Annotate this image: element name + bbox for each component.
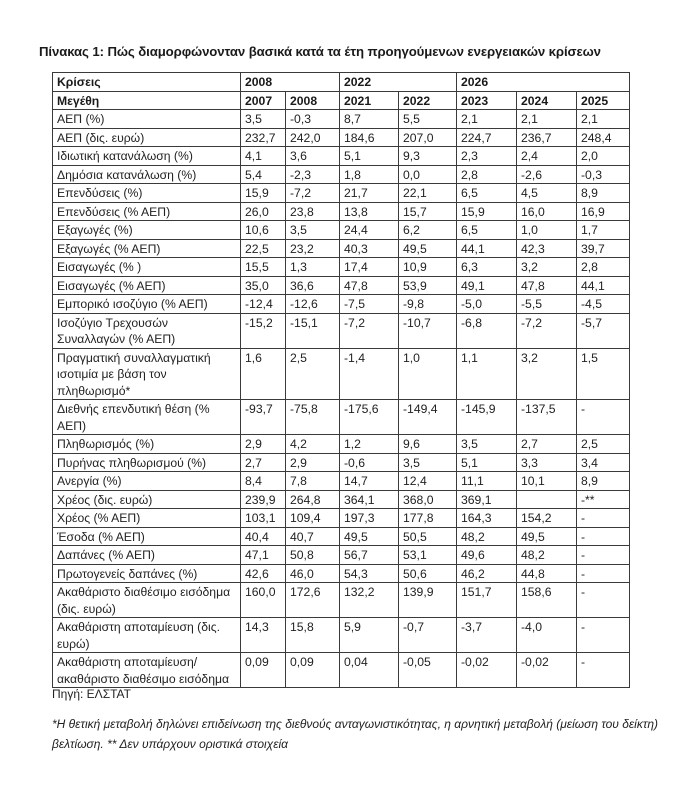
row-label: Πληθωρισμός (%) xyxy=(53,435,241,454)
value-cell: 2,1 xyxy=(457,110,517,129)
value-cell: 236,7 xyxy=(517,128,577,147)
value-cell: 17,4 xyxy=(340,258,399,277)
value-cell: 53,9 xyxy=(399,276,457,295)
value-cell: 50,5 xyxy=(399,527,457,546)
value-cell: 3,2 xyxy=(517,258,577,277)
value-cell: 1,6 xyxy=(241,348,286,400)
row-label: Δαπάνες (% ΑΕΠ) xyxy=(53,546,241,565)
value-cell: 224,7 xyxy=(457,128,517,147)
table-row xyxy=(53,564,630,583)
value-cell: 44,1 xyxy=(457,239,517,258)
years-header-row xyxy=(53,91,630,110)
row-label: Ακαθάριστη αποταμίευση/ακαθάριστο διαθέσιμο εισόδημα xyxy=(53,653,241,688)
value-cell: 9,3 xyxy=(399,147,457,166)
value-cell: -0,6 xyxy=(340,453,399,472)
economic-indicators-table xyxy=(52,72,630,688)
value-cell: -5,5 xyxy=(517,295,577,314)
value-cell: 139,9 xyxy=(399,583,457,618)
row-label: ΑΕΠ (%) xyxy=(53,110,241,129)
value-cell: 15,9 xyxy=(241,184,286,203)
value-cell: 1,3 xyxy=(286,258,340,277)
value-cell: -5,7 xyxy=(577,313,630,348)
value-cell: -137,5 xyxy=(517,400,577,435)
table-row xyxy=(53,653,630,688)
value-cell: 154,2 xyxy=(517,509,577,528)
value-cell: 40,4 xyxy=(241,527,286,546)
value-cell: -12,6 xyxy=(286,295,340,314)
value-cell: -0,3 xyxy=(577,165,630,184)
row-label: Χρέος (% ΑΕΠ) xyxy=(53,509,241,528)
row-label: Εισαγωγές (% ΑΕΠ) xyxy=(53,276,241,295)
value-cell: 0,09 xyxy=(241,653,286,688)
value-cell: 2,5 xyxy=(286,348,340,400)
value-cell: -0,05 xyxy=(399,653,457,688)
value-cell: 15,9 xyxy=(457,202,517,221)
value-cell: 11,1 xyxy=(457,472,517,491)
value-cell: 264,8 xyxy=(286,490,340,509)
value-cell: 15,7 xyxy=(399,202,457,221)
value-cell: 14,7 xyxy=(340,472,399,491)
value-cell: 109,4 xyxy=(286,509,340,528)
value-cell: 5,1 xyxy=(457,453,517,472)
value-cell: 49,5 xyxy=(340,527,399,546)
table-row xyxy=(53,490,630,509)
value-cell: 2,9 xyxy=(286,453,340,472)
value-cell: -2,3 xyxy=(286,165,340,184)
value-cell: 2,7 xyxy=(241,453,286,472)
row-label: Εισαγωγές (% ) xyxy=(53,258,241,277)
value-cell: 1,7 xyxy=(577,221,630,240)
row-label: Ακαθάριστο διαθέσιμο εισόδημα (δις. ευρώ) xyxy=(53,583,241,618)
crisis-group-header: 2022 xyxy=(340,73,457,92)
value-cell: -15,1 xyxy=(286,313,340,348)
value-cell: 42,3 xyxy=(517,239,577,258)
value-cell: 23,8 xyxy=(286,202,340,221)
table-row xyxy=(53,258,630,277)
value-cell: 15,8 xyxy=(286,618,340,653)
value-cell: 2,4 xyxy=(517,147,577,166)
value-cell: 39,7 xyxy=(577,239,630,258)
table-row xyxy=(53,509,630,528)
value-cell: 46,2 xyxy=(457,564,517,583)
row-label: Ισοζύγιο Τρεχουσών Συναλλαγών (% ΑΕΠ) xyxy=(53,313,241,348)
row-label: Επενδύσεις (% ΑΕΠ) xyxy=(53,202,241,221)
value-cell: 22,1 xyxy=(399,184,457,203)
value-cell: 172,6 xyxy=(286,583,340,618)
value-cell: -75,8 xyxy=(286,400,340,435)
value-cell: 21,7 xyxy=(340,184,399,203)
value-cell: 14,3 xyxy=(241,618,286,653)
row-label: Πραγματική συναλλαγματική ισοτιμία με βάση τον πληθωρισμό* xyxy=(53,348,241,400)
table-row xyxy=(53,202,630,221)
table-row xyxy=(53,221,630,240)
table-row xyxy=(53,110,630,129)
table-row xyxy=(53,435,630,454)
value-cell: 50,8 xyxy=(286,546,340,565)
value-cell: 24,4 xyxy=(340,221,399,240)
value-cell: 36,6 xyxy=(286,276,340,295)
row-label: ΑΕΠ (δις. ευρώ) xyxy=(53,128,241,147)
value-cell: 56,7 xyxy=(340,546,399,565)
value-cell: 8,9 xyxy=(577,472,630,491)
value-cell: -7,2 xyxy=(517,313,577,348)
year-header: 2025 xyxy=(577,91,630,110)
table-row xyxy=(53,276,630,295)
row-label: Επενδύσεις (%) xyxy=(53,184,241,203)
value-cell: 3,6 xyxy=(286,147,340,166)
table-title: Πίνακας 1: Πώς διαμορφώνονταν βασικά κατά τα έτη προηγούμενων ενεργειακών κρίσεων xyxy=(39,44,601,59)
row-label: Διεθνής επενδυτική θέση (% ΑΕΠ) xyxy=(53,400,241,435)
value-cell: 4,5 xyxy=(517,184,577,203)
value-cell: 48,2 xyxy=(457,527,517,546)
value-cell: 207,0 xyxy=(399,128,457,147)
row-label: Χρέος (δις. ευρώ) xyxy=(53,490,241,509)
table-row xyxy=(53,400,630,435)
value-cell: 8,4 xyxy=(241,472,286,491)
value-cell: -0,7 xyxy=(399,618,457,653)
table-row xyxy=(53,295,630,314)
value-cell: -93,7 xyxy=(241,400,286,435)
value-cell: 10,6 xyxy=(241,221,286,240)
value-cell: - xyxy=(577,653,630,688)
value-cell: - xyxy=(577,527,630,546)
value-cell: - xyxy=(577,618,630,653)
value-cell: -0,02 xyxy=(517,653,577,688)
value-cell: 22,5 xyxy=(241,239,286,258)
value-cell: 242,0 xyxy=(286,128,340,147)
value-cell: -** xyxy=(577,490,630,509)
value-cell: 10,1 xyxy=(517,472,577,491)
value-cell: -4,5 xyxy=(577,295,630,314)
value-cell: 10,9 xyxy=(399,258,457,277)
value-cell: -145,9 xyxy=(457,400,517,435)
value-cell: 2,0 xyxy=(577,147,630,166)
value-cell: - xyxy=(577,400,630,435)
value-cell: -7,2 xyxy=(286,184,340,203)
value-cell: 3,5 xyxy=(286,221,340,240)
table-row xyxy=(53,453,630,472)
value-cell: 3,2 xyxy=(517,348,577,400)
value-cell: - xyxy=(577,546,630,565)
value-cell: 164,3 xyxy=(457,509,517,528)
table-row xyxy=(53,184,630,203)
value-cell: -0,02 xyxy=(457,653,517,688)
crisis-group-header: 2008 xyxy=(241,73,340,92)
value-cell: 368,0 xyxy=(399,490,457,509)
value-cell: 8,7 xyxy=(340,110,399,129)
value-cell: -7,2 xyxy=(340,313,399,348)
value-cell: 132,2 xyxy=(340,583,399,618)
row-label: Πυρήνας πληθωρισμού (%) xyxy=(53,453,241,472)
row-label: Εξαγωγές (%) xyxy=(53,221,241,240)
table-row xyxy=(53,165,630,184)
value-cell: 13,8 xyxy=(340,202,399,221)
value-cell: 50,6 xyxy=(399,564,457,583)
value-cell: 16,0 xyxy=(517,202,577,221)
value-cell: -12,4 xyxy=(241,295,286,314)
value-cell: 2,8 xyxy=(457,165,517,184)
value-cell: 49,6 xyxy=(457,546,517,565)
value-cell: 5,4 xyxy=(241,165,286,184)
value-cell: 2,3 xyxy=(457,147,517,166)
value-cell: 40,3 xyxy=(340,239,399,258)
value-cell: -2,6 xyxy=(517,165,577,184)
value-cell: 47,8 xyxy=(517,276,577,295)
value-cell: 151,7 xyxy=(457,583,517,618)
row-label: Ανεργία (%) xyxy=(53,472,241,491)
table-row xyxy=(53,313,630,348)
value-cell: 239,9 xyxy=(241,490,286,509)
footnote: *Η θετική μεταβολή δηλώνει επιδείνωση της διεθνούς ανταγωνιστικότητας, η αρνητική μεταβολή (μείωση του δείκτη) βελτίωση. ** Δεν υπάρχουν οριστικά στοιχεία xyxy=(52,717,658,751)
crises-header-row xyxy=(53,73,630,92)
value-cell: 6,5 xyxy=(457,184,517,203)
value-cell: 5,5 xyxy=(399,110,457,129)
value-cell: - xyxy=(577,564,630,583)
year-header: 2021 xyxy=(340,91,399,110)
table-row xyxy=(53,128,630,147)
value-cell: 158,6 xyxy=(517,583,577,618)
source-note: Πηγή: ΕΛΣΤΑΤ xyxy=(52,687,132,701)
year-header: 2024 xyxy=(517,91,577,110)
crisis-group-header: 2026 xyxy=(457,73,630,92)
table-row xyxy=(53,239,630,258)
value-cell: 44,8 xyxy=(517,564,577,583)
value-cell: 49,5 xyxy=(517,527,577,546)
row-label: Εμπορικό ισοζύγιο (% ΑΕΠ) xyxy=(53,295,241,314)
value-cell: 1,8 xyxy=(340,165,399,184)
value-cell: 42,6 xyxy=(241,564,286,583)
table-row xyxy=(53,527,630,546)
value-cell: -9,8 xyxy=(399,295,457,314)
value-cell: 160,0 xyxy=(241,583,286,618)
value-cell: 1,0 xyxy=(399,348,457,400)
table-row xyxy=(53,618,630,653)
row-label: Ακαθάριστη αποταμίευση (δις. ευρώ) xyxy=(53,618,241,653)
value-cell: -0,3 xyxy=(286,110,340,129)
value-cell: -15,2 xyxy=(241,313,286,348)
value-cell: -10,7 xyxy=(399,313,457,348)
value-cell: 35,0 xyxy=(241,276,286,295)
value-cell: 3,5 xyxy=(241,110,286,129)
value-cell: 4,2 xyxy=(286,435,340,454)
value-cell: -175,6 xyxy=(340,400,399,435)
value-cell: 2,5 xyxy=(577,435,630,454)
value-cell: 2,9 xyxy=(241,435,286,454)
value-cell: 3,5 xyxy=(457,435,517,454)
value-cell: -3,7 xyxy=(457,618,517,653)
value-cell: 2,7 xyxy=(517,435,577,454)
value-cell: 0,0 xyxy=(399,165,457,184)
table-row xyxy=(53,546,630,565)
value-cell: 4,1 xyxy=(241,147,286,166)
value-cell: 9,6 xyxy=(399,435,457,454)
value-cell: -1,4 xyxy=(340,348,399,400)
value-cell: -149,4 xyxy=(399,400,457,435)
value-cell: 6,3 xyxy=(457,258,517,277)
value-cell: 1,0 xyxy=(517,221,577,240)
value-cell: 47,1 xyxy=(241,546,286,565)
value-cell: 197,3 xyxy=(340,509,399,528)
value-cell: 2,1 xyxy=(577,110,630,129)
value-cell: 12,4 xyxy=(399,472,457,491)
sizes-header-label: Μεγέθη xyxy=(53,91,241,110)
value-cell: 1,1 xyxy=(457,348,517,400)
value-cell: 6,5 xyxy=(457,221,517,240)
value-cell: 54,3 xyxy=(340,564,399,583)
value-cell: -7,5 xyxy=(340,295,399,314)
value-cell: 177,8 xyxy=(399,509,457,528)
year-header: 2007 xyxy=(241,91,286,110)
row-label: Έσοδα (% ΑΕΠ) xyxy=(53,527,241,546)
value-cell: 248,4 xyxy=(577,128,630,147)
value-cell: 46,0 xyxy=(286,564,340,583)
value-cell: 8,9 xyxy=(577,184,630,203)
value-cell: - xyxy=(577,509,630,528)
value-cell: 5,9 xyxy=(340,618,399,653)
value-cell: 2,1 xyxy=(517,110,577,129)
year-header: 2022 xyxy=(399,91,457,110)
value-cell: 7,8 xyxy=(286,472,340,491)
value-cell: 3,5 xyxy=(399,453,457,472)
value-cell: 16,9 xyxy=(577,202,630,221)
value-cell: 49,1 xyxy=(457,276,517,295)
value-cell: 1,5 xyxy=(577,348,630,400)
value-cell: - xyxy=(577,583,630,618)
value-cell: -5,0 xyxy=(457,295,517,314)
value-cell: 364,1 xyxy=(340,490,399,509)
value-cell: 40,7 xyxy=(286,527,340,546)
value-cell: 3,3 xyxy=(517,453,577,472)
value-cell: 26,0 xyxy=(241,202,286,221)
row-label: Εξαγωγές (% ΑΕΠ) xyxy=(53,239,241,258)
value-cell: 3,4 xyxy=(577,453,630,472)
value-cell: 1,2 xyxy=(340,435,399,454)
value-cell: 2,8 xyxy=(577,258,630,277)
year-header: 2023 xyxy=(457,91,517,110)
value-cell: 369,1 xyxy=(457,490,517,509)
value-cell: -4,0 xyxy=(517,618,577,653)
value-cell: 184,6 xyxy=(340,128,399,147)
crises-header-label: Κρίσεις xyxy=(53,73,241,92)
value-cell: 15,5 xyxy=(241,258,286,277)
row-label: Πρωτογενείς δαπάνες (%) xyxy=(53,564,241,583)
value-cell: 44,1 xyxy=(577,276,630,295)
value-cell: 0,09 xyxy=(286,653,340,688)
value-cell: 6,2 xyxy=(399,221,457,240)
year-header: 2008 xyxy=(286,91,340,110)
value-cell: 47,8 xyxy=(340,276,399,295)
value-cell: 48,2 xyxy=(517,546,577,565)
value-cell: 49,5 xyxy=(399,239,457,258)
row-label: Δημόσια κατανάλωση (%) xyxy=(53,165,241,184)
table-row xyxy=(53,348,630,400)
value-cell: 232,7 xyxy=(241,128,286,147)
row-label: Ιδιωτική κατανάλωση (%) xyxy=(53,147,241,166)
table-row xyxy=(53,472,630,491)
value-cell: 23,2 xyxy=(286,239,340,258)
table-row xyxy=(53,147,630,166)
value-cell xyxy=(517,490,577,509)
value-cell: 103,1 xyxy=(241,509,286,528)
table-row xyxy=(53,583,630,618)
value-cell: 5,1 xyxy=(340,147,399,166)
value-cell: 0,04 xyxy=(340,653,399,688)
value-cell: -6,8 xyxy=(457,313,517,348)
value-cell: 53,1 xyxy=(399,546,457,565)
